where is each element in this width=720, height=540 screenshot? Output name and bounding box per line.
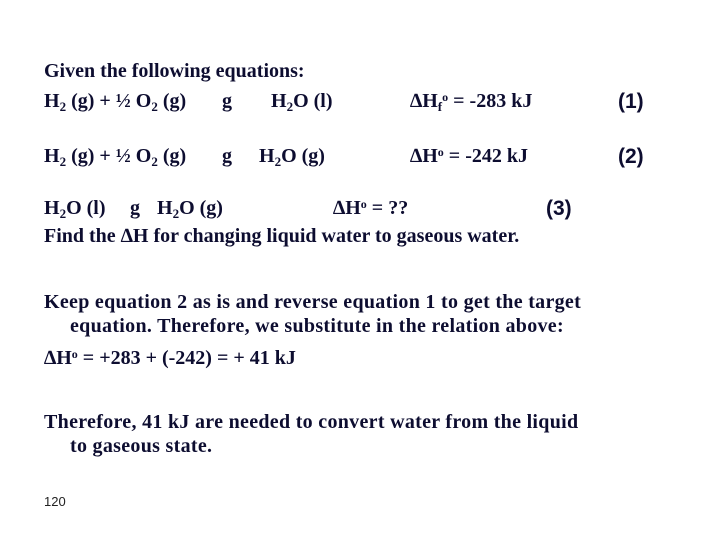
- equation-1-enthalpy: $\Delta H_f^o = -283$ kJ: [410, 90, 533, 114]
- conclusion-line-1: Therefore, 41 kJ are needed to convert water from the liquid: [44, 411, 579, 433]
- explanation-line-2: equation. Therefore, we substitute in the relation above:: [70, 315, 564, 337]
- equation-1-product: $H_2O$ (l): [271, 90, 333, 114]
- equation-2-arrow: g: [222, 145, 232, 167]
- page-number: 120: [44, 494, 66, 509]
- result-equation: $\Delta H^o = +283 + (-242)$ = + 41 kJ: [44, 347, 296, 369]
- equation-2-reactants: $H_2$ (g) + ½ $O_2$ (g): [44, 145, 187, 169]
- equation-3-reactant: $H_2O$ (l): [44, 197, 106, 221]
- explanation-paragraph: [44, 290, 581, 338]
- conclusion-line-2: to gaseous state.: [70, 435, 213, 457]
- equation-3-number: (3): [546, 197, 572, 220]
- conclusion-paragraph: [44, 410, 578, 458]
- equation-1-number: (1): [618, 90, 644, 113]
- equation-2-number: (2): [618, 145, 644, 168]
- equation-2-enthalpy: $\Delta H^o = -242$ kJ: [410, 145, 528, 167]
- equation-1-reactants: $H_2$ (g) + ½ $O_2$ (g): [44, 90, 187, 114]
- equation-2-product: $H_2O$ (g): [259, 145, 325, 169]
- question-text: Find the ∆H for changing liquid water to gaseous water.: [44, 225, 520, 247]
- equation-1-arrow: g: [222, 90, 232, 112]
- explanation-line-1: Keep equation 2 as is and reverse equation 1 to get the target: [44, 291, 582, 313]
- heading: Given the following equations:: [44, 60, 305, 82]
- equation-3-arrow: g: [130, 197, 140, 219]
- equation-3-enthalpy: $\Delta H^o$ = ??: [333, 197, 409, 219]
- equation-3-product: $H_2O$ (g): [157, 197, 223, 221]
